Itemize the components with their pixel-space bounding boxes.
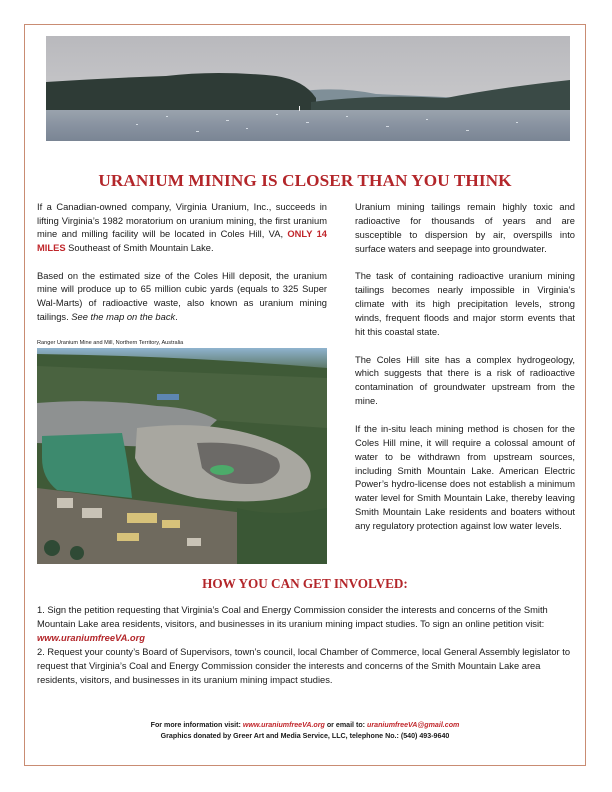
right-paragraph: If the in-situ leach mining method is chosen for the Coles Hill mine, it will require a colossal amount of water to be withdrawn from upstream sources, including Smith Mountain Lake. American Electric Power’s hydro-license does not establish a minimum water level for Smith Mountain Lake, thereby leaving Smith Mountain Lake residents and boaters without any regulatory protection against low water levels. xyxy=(355,423,575,532)
page-title: URANIUM MINING IS CLOSER THAN YOU THINK xyxy=(98,171,512,190)
footer-credits: Graphics donated by Greer Art and Media Service, LLC, telephone No.: (540) 493-9640 xyxy=(160,732,450,741)
right-paragraph: Uranium mining tailings remain highly toxic and radioactive for thousands of years and are susceptible to dispersion by air, overspills into surface waters and seepage into groundwater. xyxy=(355,202,575,254)
waste-paragraph: Based on the estimated size of the Coles Hill deposit, the uranium mine will produce up to 65 million cubic yards (equals to 325 Super Wal-Marts) of radioactive waste, also known as uranium mining tailings. See the map on the back. xyxy=(37,270,327,322)
right-paragraph: The task of containing radioactive uranium mining tailings becomes nearly impossible in Virginia’s climate with its high precipitation levels, strong winds, frequent floods and major storm events that hit this coastal state. xyxy=(355,271,575,337)
involvement-item: 1. Sign the petition requesting that Virginia’s Coal and Energy Commission consider the interests and concerns of the Smith Mountain Lake area residents, visitors, and businesses in its uranium mining impact studies. To sign an online petition visit: www.uraniumfreeVA.org xyxy=(37,605,548,644)
involvement-list xyxy=(37,603,582,688)
left-column xyxy=(37,201,327,338)
involvement-item: 2. Request your county’s Board of Supervisors, town’s council, local Chamber of Commerce, local General Assembly legislator to request that Virginia’s Coal and Energy Commission consider the interests and concerns of the Smith Mountain Lake area residents, visitors, and businesses in its uranium mining impact studies. xyxy=(37,647,571,686)
involvement-heading: HOW YOU CAN GET INVOLVED: xyxy=(202,576,408,591)
lake-photo xyxy=(46,36,570,141)
right-paragraph: The Coles Hill site has a complex hydrogeology, which suggests that there is a risk of radioactive contamination of groundwater upstream from the mine. xyxy=(355,354,575,407)
mine-photo xyxy=(37,348,327,564)
right-column xyxy=(355,201,575,548)
email-link[interactable]: uraniumfreeVA@gmail.com xyxy=(367,721,460,729)
footer-info: For more information visit: www.uraniumfreeVA.org or email to: uraniumfreeVA@gmail.com xyxy=(150,721,460,729)
intro-paragraph: If a Canadian-owned company, Virginia Uranium, Inc., succeeds in lifting Virginia’s 1982 moratorium on uranium mining, the first uranium mine and milling facility will be located in Coles Hill, VA, ONLY 14 MILES Southeast of Smith Mountain Lake. xyxy=(37,202,327,254)
petition-link[interactable]: www.uraniumfreeVA.org xyxy=(37,633,145,644)
photo-caption: Ranger Uranium Mine and Mill, Northern Territory, Australia xyxy=(37,340,184,346)
website-link[interactable]: www.uraniumfreeVA.org xyxy=(242,721,325,729)
distance-highlight: ONLY 14 MILES xyxy=(37,229,327,254)
footer xyxy=(24,720,586,742)
map-reference: See the map on the back xyxy=(71,311,176,322)
